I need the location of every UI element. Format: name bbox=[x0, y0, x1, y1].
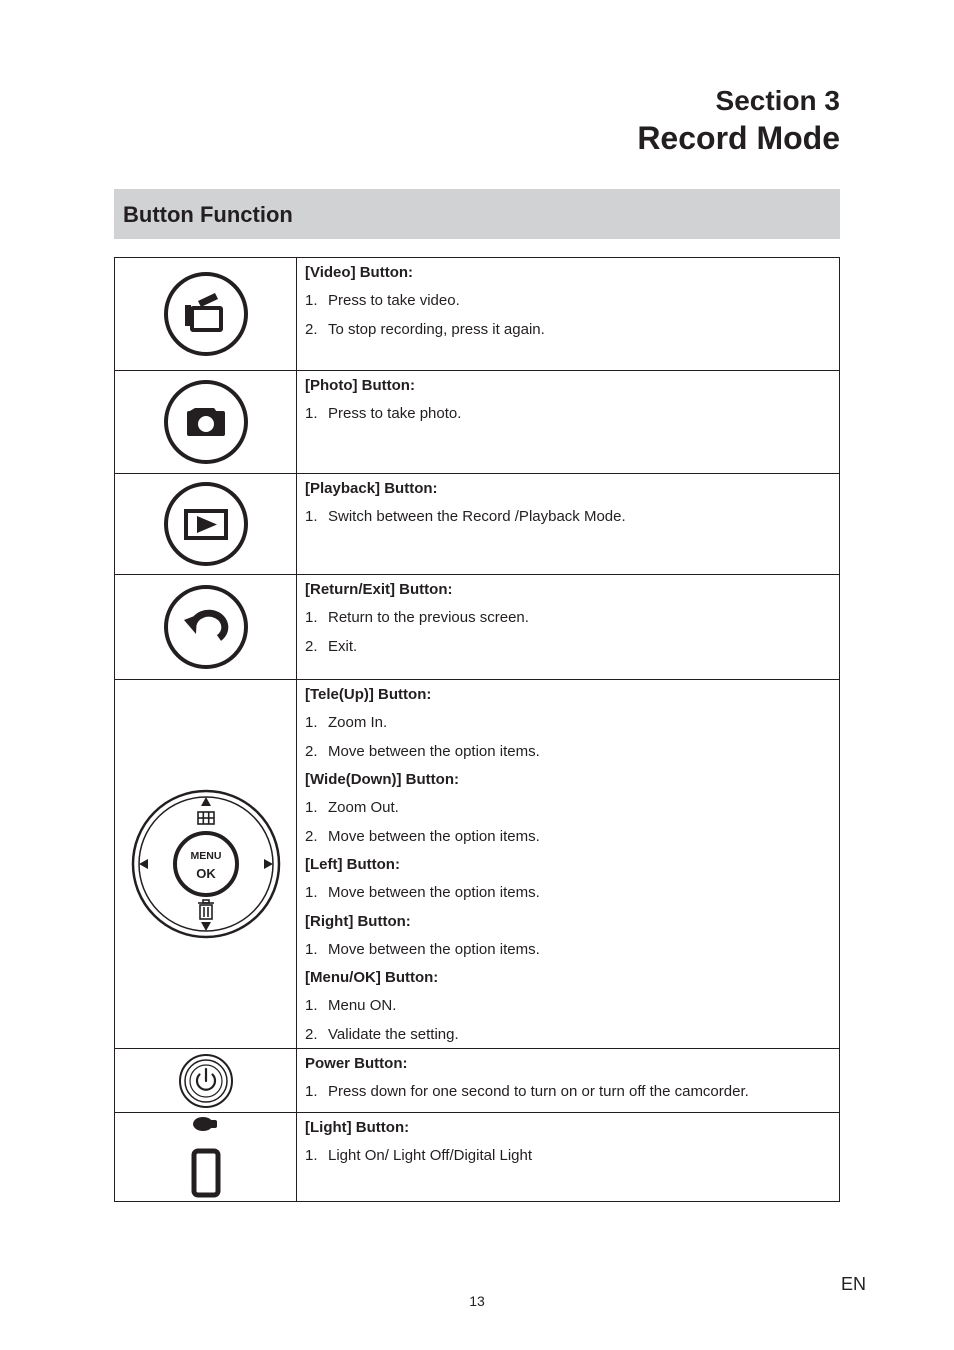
camera-icon bbox=[161, 377, 251, 467]
list-item: 1. Press to take photo. bbox=[305, 405, 462, 422]
return-icon bbox=[161, 582, 251, 672]
table-row bbox=[115, 575, 839, 680]
list-item: 1. Press down for one second to turn on or turn off the camcorder. bbox=[305, 1083, 749, 1100]
list-item: 1. Zoom Out. bbox=[305, 799, 399, 816]
section-number: Section 3 bbox=[715, 85, 840, 116]
text-cell bbox=[297, 680, 839, 1048]
playback-icon bbox=[161, 479, 251, 569]
list-item: 2. Move between the option items. bbox=[305, 742, 540, 760]
text-cell bbox=[297, 258, 839, 370]
list-item: 1. Return to the previous screen. bbox=[305, 609, 529, 626]
list-item: 2. To stop recording, press it again. bbox=[305, 320, 545, 338]
grid-icon bbox=[198, 812, 214, 824]
ok-label: OK bbox=[195, 866, 216, 881]
button-function-table bbox=[114, 257, 840, 1202]
left-arrow-icon bbox=[139, 859, 148, 869]
button-title: [Menu/OK] Button: bbox=[305, 969, 439, 986]
list-item: 2. Move between the option items. bbox=[305, 827, 540, 845]
table-row bbox=[115, 680, 839, 1049]
page-number: 13 bbox=[469, 1293, 485, 1309]
list-item: 1. Move between the option items. bbox=[305, 940, 540, 958]
icon-cell bbox=[115, 474, 297, 574]
table-row bbox=[115, 371, 839, 474]
list-item: 2. Exit. bbox=[305, 637, 358, 655]
table-row bbox=[115, 258, 839, 371]
list-item: 1. Menu ON. bbox=[305, 997, 397, 1014]
icon-cell bbox=[115, 371, 297, 473]
list-item: 1. Zoom In. bbox=[305, 714, 388, 731]
button-title: [Wide(Down)] Button: bbox=[305, 771, 459, 788]
trash-icon bbox=[198, 900, 214, 919]
directional-pad-icon bbox=[131, 789, 281, 939]
icon-cell bbox=[115, 575, 297, 679]
down-arrow-icon bbox=[201, 922, 211, 931]
button-title: [Left] Button: bbox=[305, 856, 400, 873]
list-item: 1. Move between the option items. bbox=[305, 884, 540, 901]
text-cell bbox=[297, 371, 839, 473]
table-row bbox=[115, 1113, 839, 1201]
table-row bbox=[115, 474, 839, 575]
section-bar-title: Button Function bbox=[123, 202, 293, 227]
menu-label: MENU bbox=[190, 850, 221, 862]
icon-cell bbox=[115, 1113, 297, 1201]
power-icon bbox=[178, 1053, 234, 1109]
icon-cell bbox=[115, 680, 297, 1048]
list-item: 2. Validate the setting. bbox=[305, 1025, 459, 1043]
video-camera-icon bbox=[161, 269, 251, 359]
list-item: 1. Switch between the Record /Playback Mode. bbox=[305, 508, 626, 525]
button-title: [Light] Button: bbox=[305, 1119, 410, 1136]
language-code: EN bbox=[841, 1274, 867, 1294]
section-bar bbox=[114, 189, 840, 239]
table-row bbox=[115, 1049, 839, 1113]
button-title: Power Button: bbox=[305, 1055, 408, 1072]
button-title: [Video] Button: bbox=[305, 264, 414, 281]
text-cell bbox=[297, 474, 839, 574]
up-arrow-icon bbox=[201, 797, 211, 806]
button-title: [Tele(Up)] Button: bbox=[305, 686, 432, 703]
right-arrow-icon bbox=[264, 859, 273, 869]
light-switch-icon bbox=[186, 1115, 226, 1199]
icon-cell bbox=[115, 258, 297, 370]
page-header bbox=[637, 84, 840, 158]
text-cell bbox=[297, 1049, 839, 1112]
button-title: [Photo] Button: bbox=[305, 377, 415, 394]
button-title: [Return/Exit] Button: bbox=[305, 581, 453, 598]
text-cell bbox=[297, 1113, 839, 1201]
icon-cell bbox=[115, 1049, 297, 1112]
text-cell bbox=[297, 575, 839, 679]
list-item: 1. Press to take video. bbox=[305, 292, 460, 309]
button-title: [Playback] Button: bbox=[305, 480, 438, 497]
button-title: [Right] Button: bbox=[305, 912, 411, 930]
list-item: 1. Light On/ Light Off/Digital Light bbox=[305, 1147, 533, 1164]
section-title: Record Mode bbox=[637, 120, 840, 156]
